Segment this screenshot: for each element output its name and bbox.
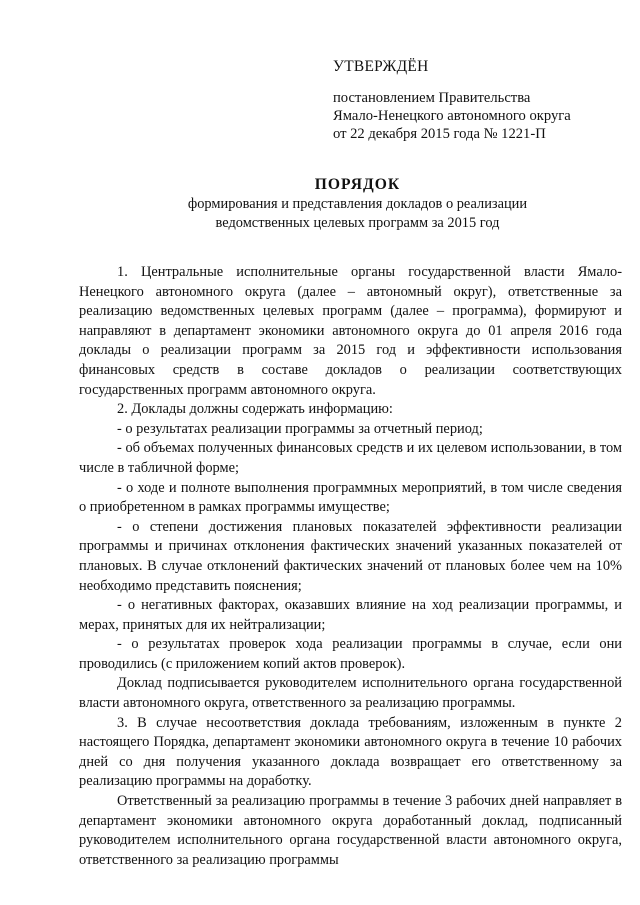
list-item: - о негативных факторах, оказавших влияние на ход реализации программы, и мерах, принятых для их нейтрализации; [79, 597, 622, 633]
list-item: - об объемах полученных финансовых средств и их целевом использовании, в том числе в табличной форме; [79, 440, 622, 476]
title-main: ПОРЯДОК [314, 176, 401, 193]
paragraph-2: 2. Доклады должны содержать информацию: [117, 401, 393, 418]
approval-stamp [333, 58, 613, 143]
document-body [79, 263, 622, 870]
approval-line: постановлением Правительства [333, 90, 531, 106]
list-item: - о результатах реализации программы за отчетный период; [117, 420, 483, 437]
document-title [90, 175, 625, 233]
list-item: - о результатах проверок хода реализации программы в случае, если они проводились (с приложением копий актов проверок). [79, 636, 622, 672]
list-item: - о степени достижения плановых показателей эффективности реализации программы и причинах отклонения фактических значений указанных показателей от плановых. В случае отклонений фактических значений от плановых более чем на 10% необходимо представить пояснения; [79, 518, 622, 594]
approval-line: Ямало-Ненецкого автономного округа [333, 108, 571, 124]
approval-heading: УТВЕРЖДЁН [333, 58, 429, 75]
signing-paragraph: Доклад подписывается руководителем исполнительного органа государственной власти автономного округа, ответственного за реализацию программы. [79, 675, 622, 712]
paragraph-3: 3. В случае несоответствия доклада требованиям, изложенным в пункте 2 настоящего Порядка, департамент экономики автономного округа в течение 10 рабочих дней со дня получения указанного доклада возвращает его ответственному за реализацию программы на доработку. [79, 714, 622, 790]
title-subline: формирования и представления докладов о реализации [187, 196, 528, 212]
list-item: - о ходе и полноте выполнения программных мероприятий, в том числе сведения о приобретенном в рамках программы имуществе; [79, 479, 622, 516]
revision-paragraph: Ответственный за реализацию программы в течение 3 рабочих дней направляет в департамент экономики автономного округа доработанный доклад, подписанный руководителем исполнительного органа государственной власти автономного округа, ответственного за реализацию программы [79, 793, 622, 868]
title-subline: ведомственных целевых программ за 2015 год [215, 215, 500, 231]
approval-line: от 22 декабря 2015 года № 1221-П [333, 126, 546, 142]
paragraph-1: 1. Центральные исполнительные органы государственной власти Ямало-Ненецкого автономного округа (далее – автономный округ), ответственные за реализацию ведомственных целевых программ (далее – программа), формируют и направляют в департамент экономики автономного округа до 01 апреля 2016 года доклады о реализации программ за 2015 год и эффективности использования финансовых средств в составе докладов о реализации соответствующих государственных программ автономного округа. [79, 264, 622, 398]
